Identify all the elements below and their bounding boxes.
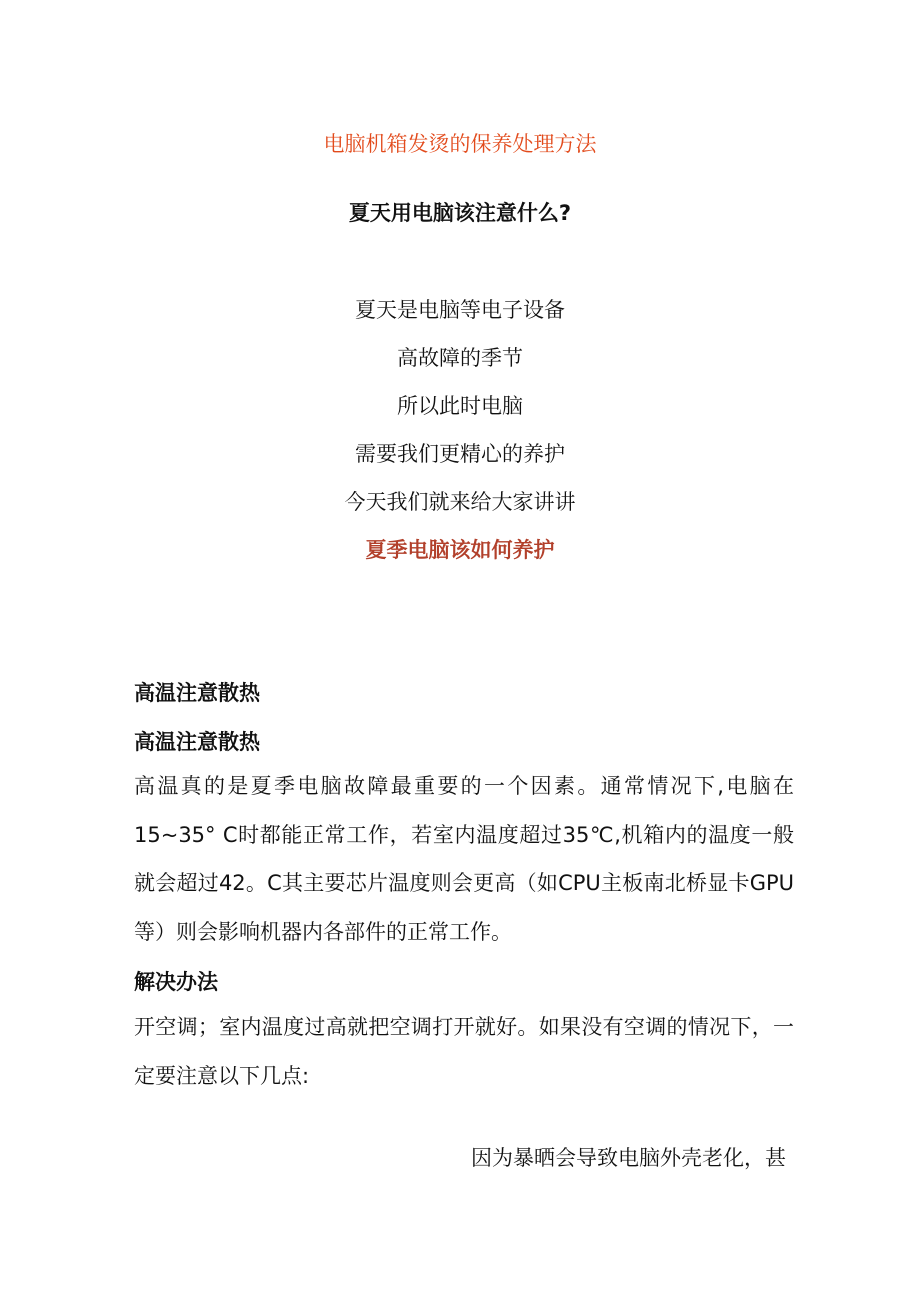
intro-line: 今天我们就来给大家讲讲 (344, 490, 576, 514)
document-subtitle: 夏天用电脑该注意什么? (348, 201, 572, 225)
section-heading: 高温注意散热 (134, 681, 260, 705)
trailing-line: 因为暴晒会导致电脑外壳老化，甚 (471, 1146, 786, 1170)
intro-line: 高故障的季节 (397, 346, 523, 370)
intro-line: 需要我们更精心的养护 (355, 442, 565, 466)
section-paragraph: 高温真的是夏季电脑故障最重要的一个因素。通常情况下,电脑在15~35° C时都能正常工作，若室内温度超过35℃,机箱内的温度一般就会超过42。C其主要芯片温度则会更高（如CPU主板南北桥显卡GPU等）则会影响机器内各部件的正常工作。 (134, 774, 794, 944)
intro-line: 所以此时电脑 (397, 394, 523, 418)
section-heading: 高温注意散热 (134, 730, 260, 754)
document-title: 电脑机箱发烫的保养处理方法 (323, 132, 597, 156)
solution-heading: 解决办法 (134, 970, 218, 994)
intro-line: 夏天是电脑等电子设备 (355, 298, 565, 322)
solution-paragraph: 开空调；室内温度过高就把空调打开就好。如果没有空调的情况下，一定要注意以下几点: (134, 1015, 794, 1088)
intro-highlight: 夏季电脑该如何养护 (365, 538, 555, 562)
